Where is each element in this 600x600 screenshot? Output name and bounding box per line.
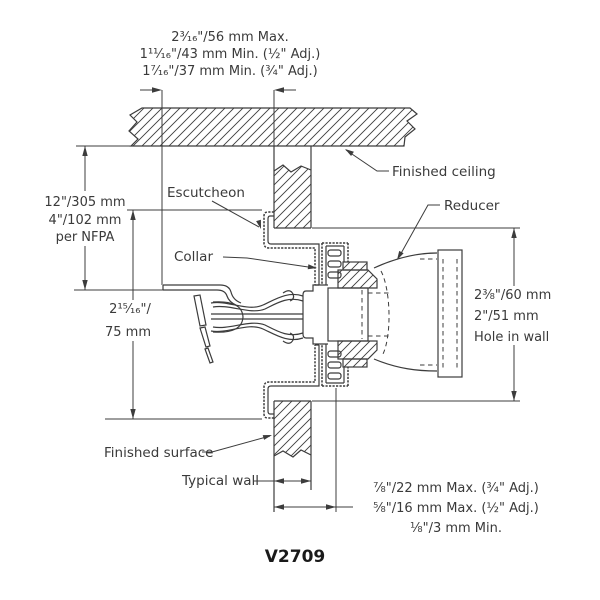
- body-boss: [303, 285, 328, 344]
- escutcheon-part: [264, 212, 319, 418]
- dimension-deflector-to-wall: [140, 30, 321, 285]
- ceiling-hatch: [129, 108, 417, 146]
- dim-text: ⅛"/3 mm Min.: [409, 521, 503, 536]
- reducer-top-outline: [374, 253, 437, 268]
- leader-line: [223, 257, 315, 268]
- dim-text: 2⅜"/60 mm: [474, 288, 552, 303]
- pipe-outline: [438, 250, 462, 377]
- wall-upper-hatch: [274, 165, 311, 228]
- arrowhead-down: [511, 391, 516, 401]
- escutcheon-label: Escutcheon: [167, 185, 245, 201]
- arrowhead-up: [130, 210, 135, 220]
- label-escutcheon: [167, 185, 261, 229]
- arrowhead-left: [274, 87, 284, 92]
- dimension-typical-wall: [181, 473, 311, 489]
- model-number: V2709: [264, 547, 326, 567]
- dimension-adjustment: [274, 388, 539, 536]
- arrowhead-right: [326, 504, 336, 509]
- dim-text: Hole in wall: [474, 330, 550, 345]
- collar-rib-slot: [328, 373, 341, 379]
- reducer-bottom-outline: [374, 359, 437, 371]
- arrowhead-right: [152, 87, 162, 92]
- dim-text: 2¹⁵⁄₁₆"/: [109, 302, 151, 317]
- body-hidden-lines: [362, 290, 391, 339]
- supply-pipe: [438, 250, 462, 377]
- leader-line: [399, 205, 440, 257]
- leader-arrowhead: [263, 435, 272, 440]
- dim-text: 12"/305 mm: [44, 195, 126, 210]
- collar-rib-slot: [328, 261, 341, 267]
- collar-label: Collar: [174, 249, 214, 265]
- dim-text: per NFPA: [55, 230, 115, 245]
- thread-upper-step: [343, 262, 367, 270]
- label-reducer: [397, 198, 500, 260]
- arrowhead-left: [274, 504, 284, 509]
- arrowhead-up: [82, 146, 87, 156]
- label-finished-ceiling: [345, 149, 496, 180]
- arrowhead-down: [82, 280, 87, 290]
- pipe-hidden-lines: [443, 259, 457, 369]
- dimension-ceiling-to-deflector: [44, 146, 163, 290]
- dim-text: 2"/51 mm: [474, 309, 539, 324]
- dim-text: 4"/102 mm: [48, 213, 122, 228]
- dim-text: 1¹¹⁄₁₆"/43 mm Min. (½" Adj.): [139, 47, 321, 62]
- label-finished-surface: [104, 435, 272, 461]
- reducer-fitting: [374, 253, 437, 371]
- reducer-label: Reducer: [444, 198, 500, 214]
- arrowhead-up: [511, 228, 516, 238]
- arrowhead-right: [301, 478, 311, 483]
- deflector-plate-mid: [200, 327, 210, 347]
- dim-text: 1⁷⁄₁₆"/37 mm Min. (¾" Adj.): [142, 64, 318, 79]
- deflector-assembly: [194, 295, 213, 363]
- dim-text: ⅞"/22 mm Max. (¾" Adj.): [373, 481, 539, 496]
- reducer-hidden-socket: [381, 259, 437, 365]
- deflector-needle: [205, 348, 213, 363]
- wall-section: [274, 146, 311, 512]
- typical-wall-label: Typical wall: [182, 473, 260, 489]
- leader-arrowhead: [256, 220, 261, 229]
- wall-lower-hatch: [274, 401, 311, 457]
- waterway-lines: [211, 314, 303, 319]
- sprinkler-body: [211, 262, 391, 367]
- collar-rib-slot: [328, 362, 341, 368]
- arrowhead-down: [130, 409, 135, 419]
- dim-text: ⅝"/16 mm Max. (½" Adj.): [373, 501, 539, 516]
- label-collar: [174, 249, 317, 269]
- dim-text: 2³⁄₁₆"/56 mm Max.: [171, 30, 289, 45]
- dim-text: 75 mm: [104, 325, 152, 340]
- deflector-plate: [194, 295, 206, 326]
- finished-ceiling-label: Finished ceiling: [392, 164, 496, 180]
- thread-lower-step: [343, 359, 367, 367]
- finished-surface-label: Finished surface: [104, 445, 214, 461]
- leader-line: [212, 201, 259, 227]
- arrowhead-left: [274, 478, 284, 483]
- collar-rib-slot: [328, 250, 341, 256]
- finished-ceiling-section: [129, 108, 417, 146]
